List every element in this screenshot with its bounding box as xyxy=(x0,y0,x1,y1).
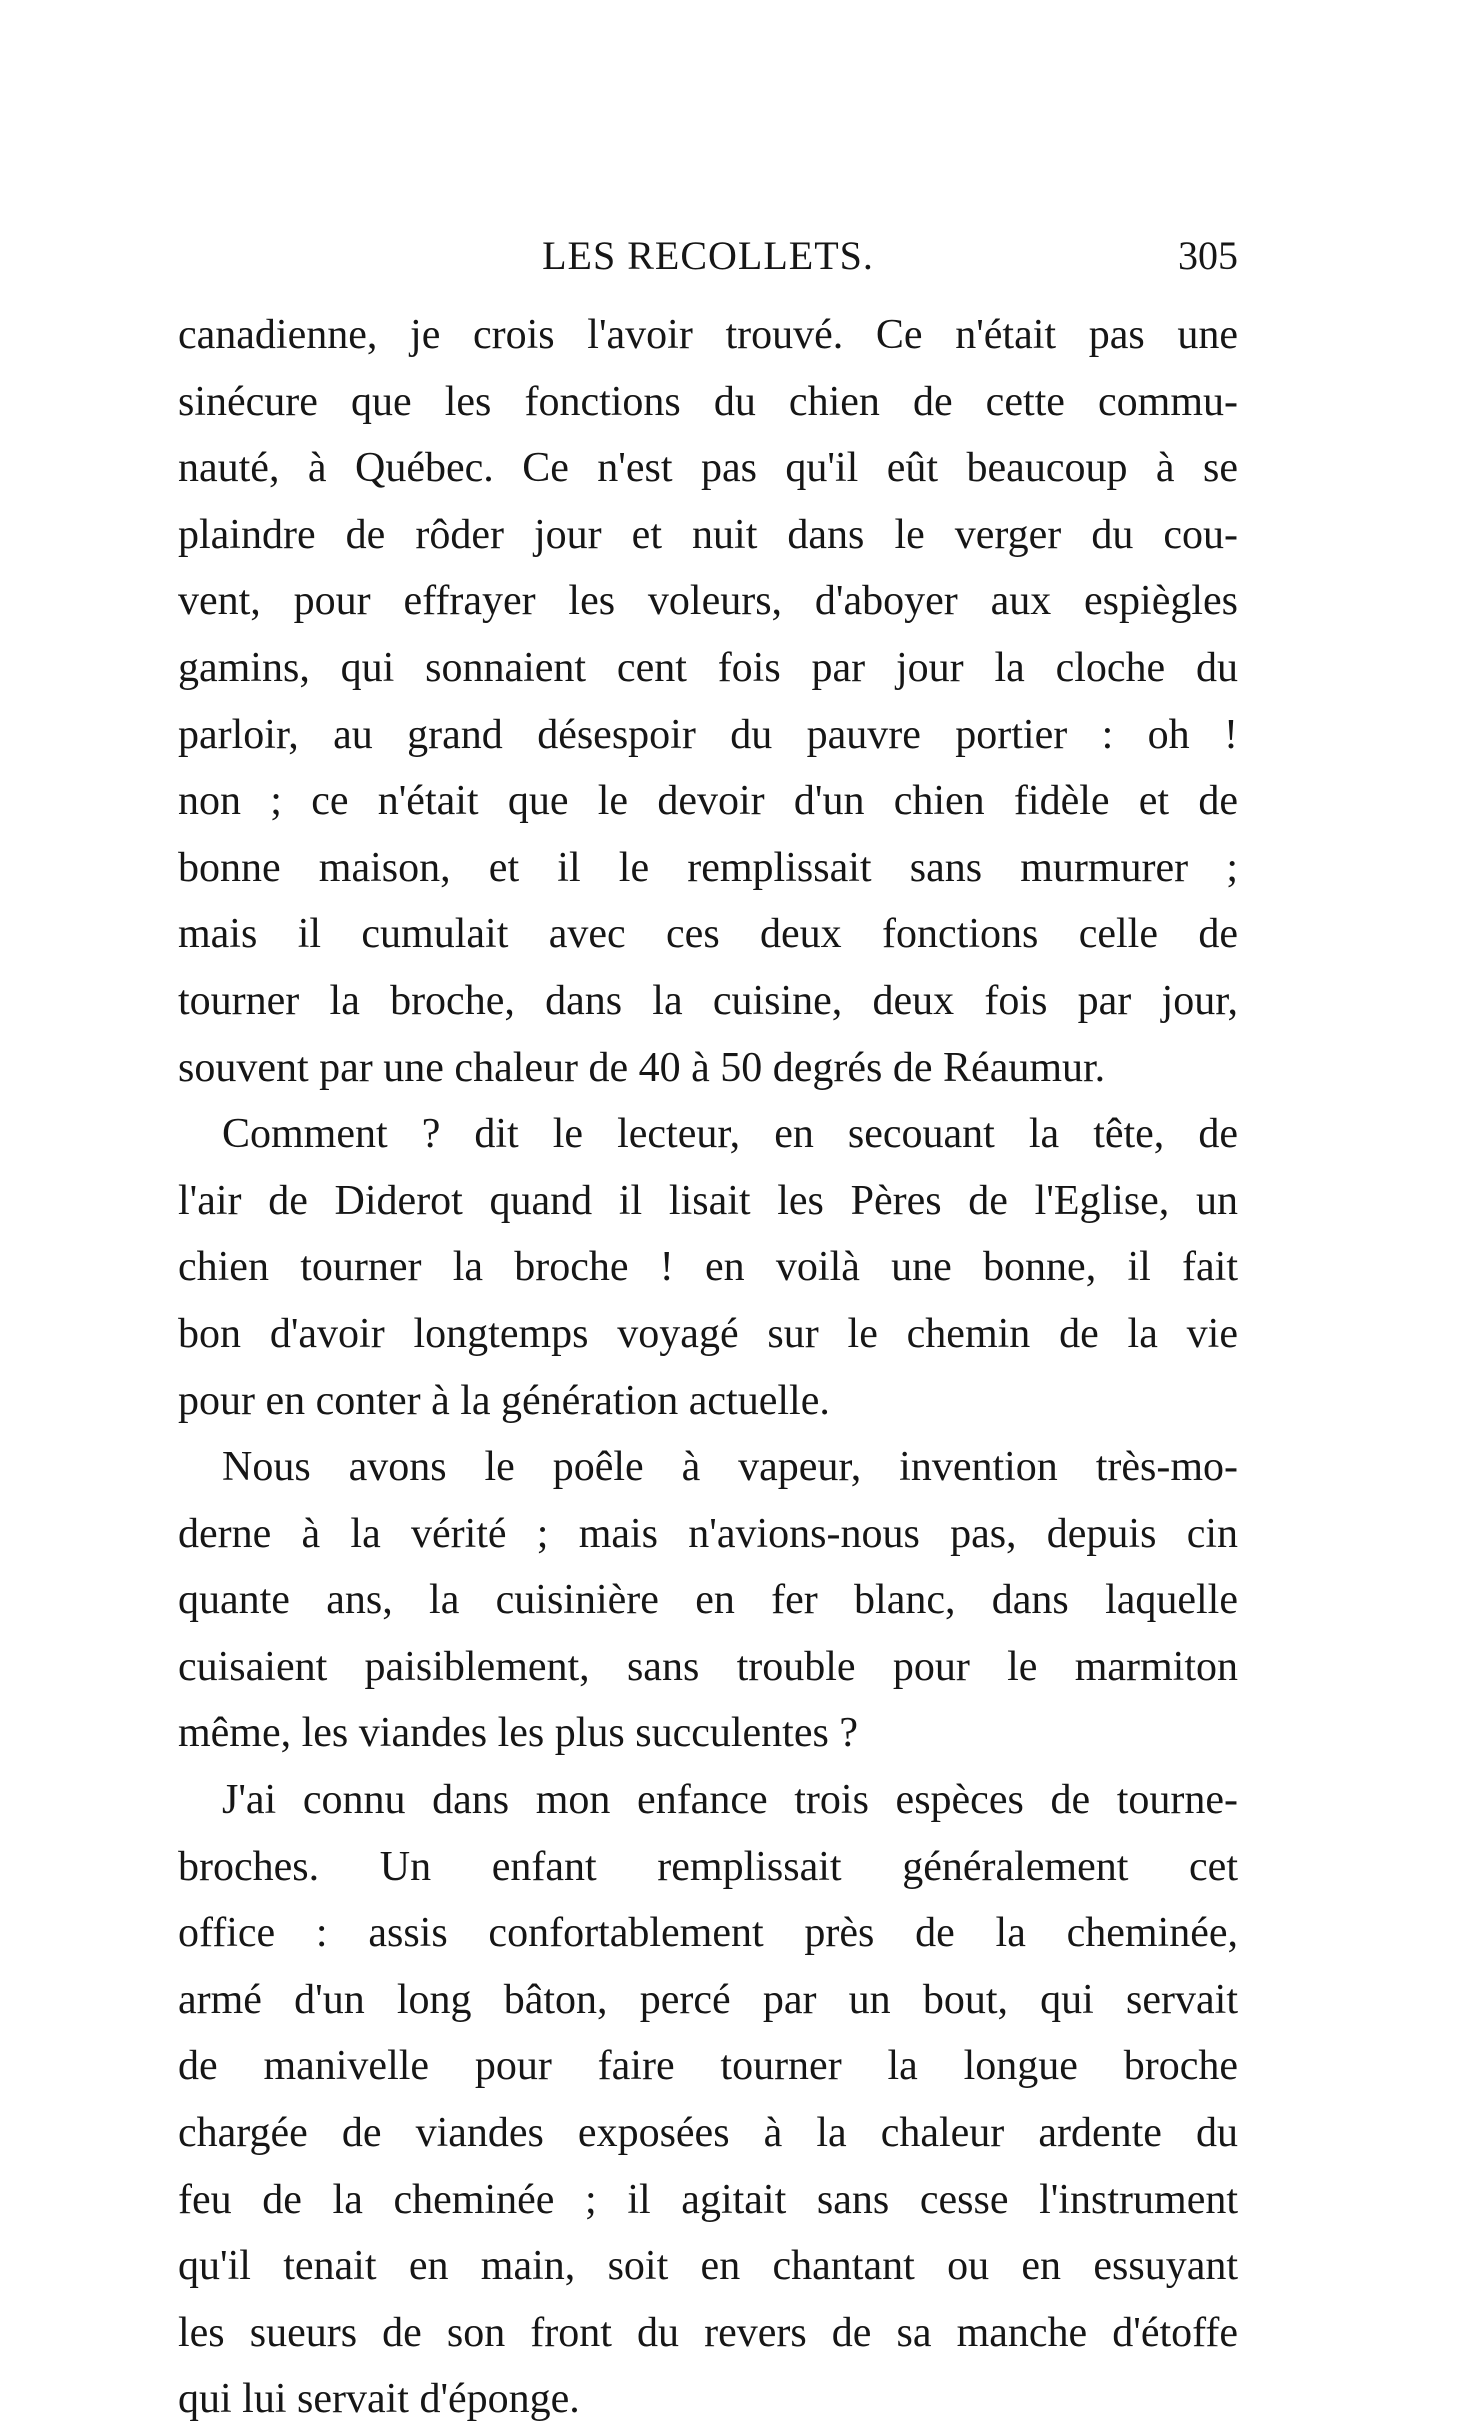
text-line: de manivelle pour faire tourner la longue broche xyxy=(178,2043,1238,2090)
text-line: sinécure que les fonctions du chien de cette commu- xyxy=(178,378,1238,425)
text-line: bonne maison, et il le remplissait sans murmurer ; xyxy=(178,844,1238,891)
page-number: 305 xyxy=(1178,233,1238,278)
text-line: bon d'avoir longtemps voyagé sur le chemin de la vie xyxy=(178,1310,1238,1357)
text-line: cuisaient paisiblement, sans trouble pour le marmiton xyxy=(178,1643,1238,1690)
text-line: parloir, au grand désespoir du pauvre portier : oh ! xyxy=(178,711,1238,758)
text-line: pour en conter à la génération actuelle. xyxy=(178,1377,830,1424)
text-line: même, les viandes les plus succulentes ? xyxy=(178,1710,858,1757)
text-line: non ; ce n'était que le devoir d'un chien fidèle et de xyxy=(178,778,1238,825)
text-line: quante ans, la cuisinière en fer blanc, dans laquelle xyxy=(178,1577,1238,1624)
text-line: l'air de Diderot quand il lisait les Pères de l'Eglise, un xyxy=(178,1177,1238,1224)
text-line: feu de la cheminée ; il agitait sans cesse l'instrument xyxy=(178,2176,1238,2223)
text-line: vent, pour effrayer les voleurs, d'aboyer aux espiègles xyxy=(178,578,1238,625)
body-text xyxy=(178,302,1238,2433)
text-line: derne à la vérité ; mais n'avions-nous pas, depuis cin xyxy=(178,1510,1238,1557)
text-line: broches. Un enfant remplissait généralement cet xyxy=(178,1843,1238,1890)
text-line: plaindre de rôder jour et nuit dans le verger du cou- xyxy=(178,511,1238,558)
text-line: chien tourner la broche ! en voilà une bonne, il fait xyxy=(178,1244,1238,1291)
text-line: chargée de viandes exposées à la chaleur ardente du xyxy=(178,2110,1238,2157)
text-line: gamins, qui sonnaient cent fois par jour la cloche du xyxy=(178,644,1238,691)
text-line: tourner la broche, dans la cuisine, deux fois par jour, xyxy=(178,977,1238,1024)
text-line: les sueurs de son front du revers de sa manche d'étoffe xyxy=(178,2309,1238,2356)
text-line: nauté, à Québec. Ce n'est pas qu'il eût beaucoup à se xyxy=(178,445,1238,492)
text-line: Nous avons le poêle à vapeur, invention très-mo- xyxy=(222,1444,1238,1491)
text-line: Comment ? dit le lecteur, en secouant la tête, de xyxy=(222,1111,1238,1158)
text-line: qui lui servait d'éponge. xyxy=(178,2376,580,2423)
text-line: mais il cumulait avec ces deux fonctions celle de xyxy=(178,911,1238,958)
running-title: LES RECOLLETS. xyxy=(542,233,874,278)
text-line: office : assis confortablement près de la cheminée, xyxy=(178,1910,1238,1957)
text-line: souvent par une chaleur de 40 à 50 degrés de Réaumur. xyxy=(178,1044,1106,1091)
page-header xyxy=(178,226,1238,286)
text-line: canadienne, je crois l'avoir trouvé. Ce n'était pas une xyxy=(178,312,1238,358)
text-line: J'ai connu dans mon enfance trois espèces de tourne- xyxy=(222,1777,1238,1824)
text-line: armé d'un long bâton, percé par un bout, qui servait xyxy=(178,1976,1238,2023)
text-line: qu'il tenait en main, soit en chantant ou en essuyant xyxy=(178,2243,1238,2290)
